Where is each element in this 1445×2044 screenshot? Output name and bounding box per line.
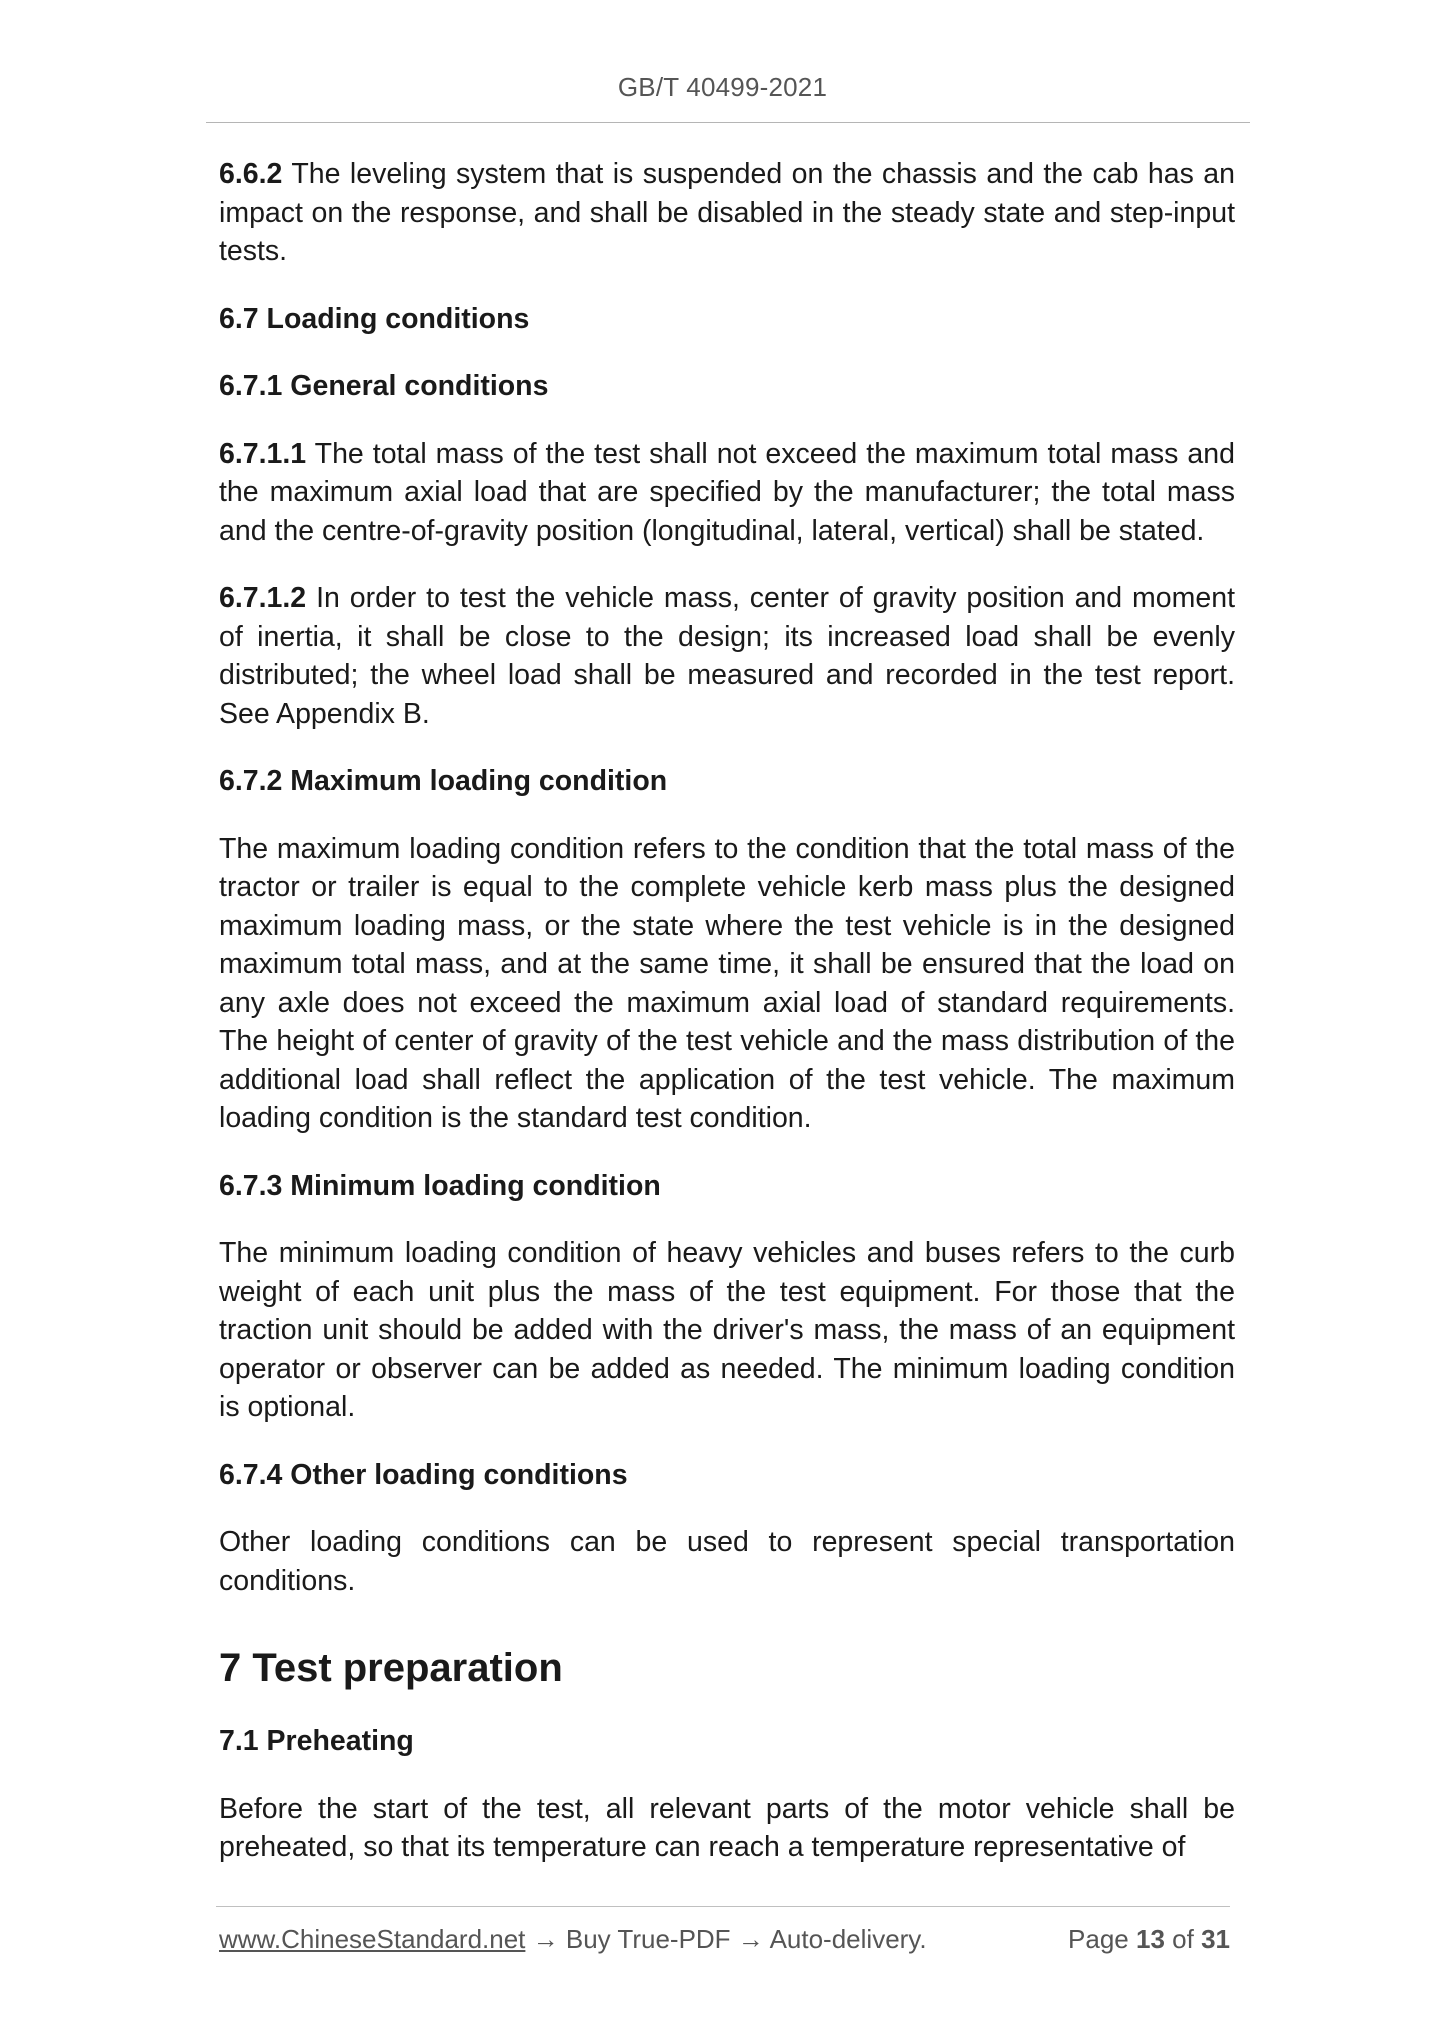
clause-number: 6.7.1.2 (219, 582, 307, 614)
site-link[interactable]: www.ChineseStandard.net (219, 1924, 526, 1954)
page-indicator (1040, 1924, 1230, 1955)
page-current: 13 (1136, 1924, 1165, 1954)
heading-6-7-3: 6.7.3 Minimum loading condition (219, 1169, 661, 1202)
heading-6-7-2: 6.7.2 Maximum loading condition (219, 765, 668, 797)
header-divider (206, 122, 1250, 123)
paragraph-7-1: Before the start of the test, all relevant parts of the motor vehicle shall be preheated, so that its temperature can reach a temperature representative of (219, 1792, 1235, 1863)
clause-6-6-2 (219, 155, 1235, 271)
heading-6-7-4: 6.7.4 Other loading conditions (219, 1458, 628, 1491)
heading-6-7-1: 6.7.1 General conditions (219, 370, 549, 402)
page-header-doc-id: GB/T 40499-2021 (617, 72, 828, 102)
clause-text: The leveling system that is suspended on the chassis and the cab has an impact on the response, and shall be disabled in the steady state and step-input tests. (219, 158, 1235, 267)
clause-6-7-1-2 (219, 579, 1235, 733)
clause-6-7-1-1 (219, 435, 1235, 551)
clause-number: 6.7.1.1 (219, 437, 307, 470)
heading-7: 7 Test preparation (219, 1646, 563, 1690)
clause-text: The total mass of the test shall not exceed the maximum total mass and the maximum axial load that are specified by the manufacturer; the total mass and the centre-of-gravity position (longitudinal, lateral, vertical) shall be stated. (219, 437, 1235, 547)
page-total: 31 (1201, 1924, 1230, 1954)
paragraph-6-7-3: The minimum loading condition of heavy vehicles and buses refers to the curb weight of each unit plus the mass of the test equipment. For those that the traction unit should be added with the driver's mass, the mass of an equipment operator or observer can be added as needed. The minimum loading condition is optional. (219, 1237, 1235, 1423)
promo-text: → Buy True-PDF → Auto-delivery. (525, 1924, 927, 1954)
clause-text: In order to test the vehicle mass, center of gravity position and moment of inertia, it shall be close to the design; its increased load shall be evenly distributed; the wheel load shall be measured and recorded in the test report. See Appendix B. (219, 582, 1235, 730)
paragraph-6-7-2: The maximum loading condition refers to the condition that the total mass of the tractor or trailer is equal to the complete vehicle kerb mass plus the designed maximum loading mass, or the state where the test vehicle is in the designed maximum total mass, and at the same time, it shall be ensured that the load on any axle does not exceed the maximum axial load of standard requirements. The height of center of gravity of the test vehicle and the mass distribution of the additional load shall reflect the application of the test vehicle. The maximum loading condition is the standard test condition. (219, 832, 1235, 1134)
page-word: Page (1068, 1924, 1129, 1954)
footer-divider (216, 1906, 1230, 1907)
heading-6-7: 6.7 Loading conditions (219, 302, 530, 335)
document-body (219, 155, 1235, 1896)
paragraph-6-7-4: Other loading conditions can be used to represent special transportation conditions. (219, 1526, 1235, 1597)
footer-promo (219, 1924, 927, 1955)
of-word: of (1172, 1924, 1194, 1954)
heading-7-1: 7.1 Preheating (219, 1725, 414, 1757)
clause-number: 6.6.2 (219, 158, 283, 190)
